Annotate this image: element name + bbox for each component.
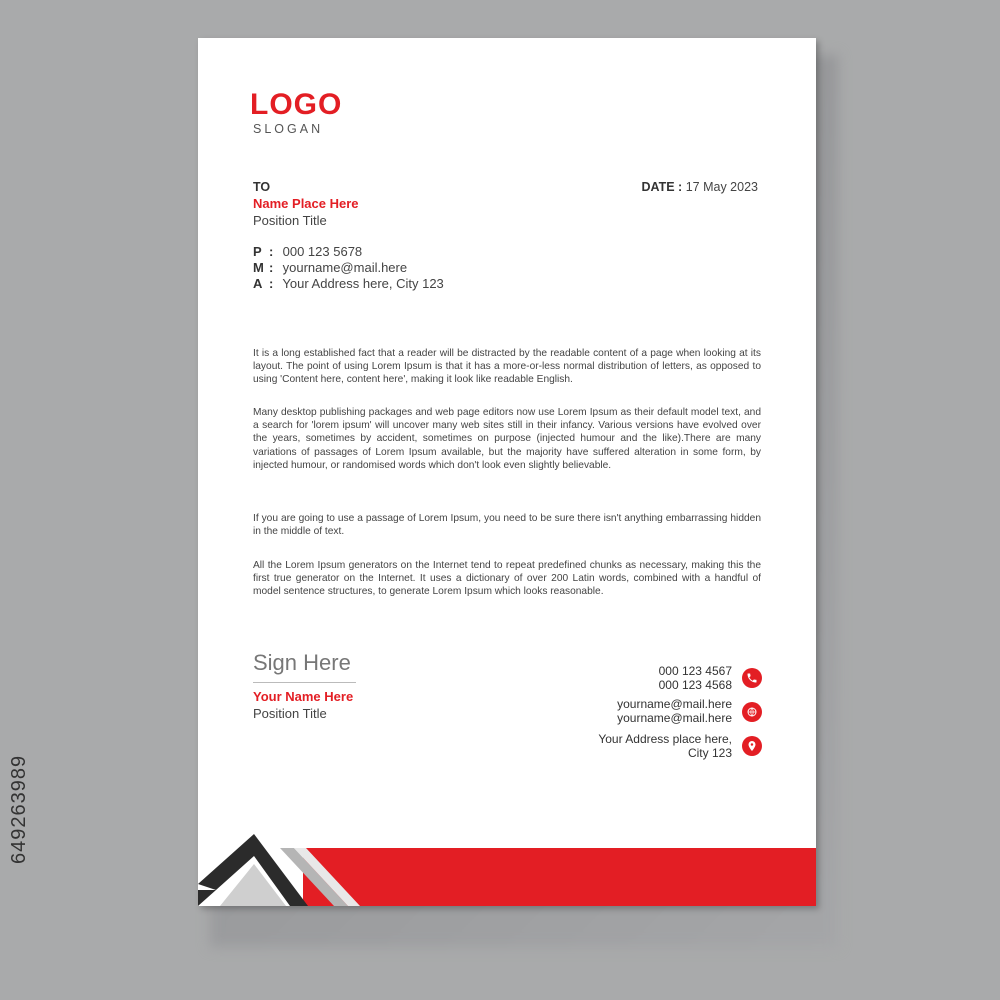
to-label: TO — [253, 180, 271, 194]
address-label: A — [253, 276, 263, 291]
address-value: Your Address here, City 123 — [282, 276, 444, 291]
body-paragraph-1: It is a long established fact that a reader will be distracted by the readable content of a page when looking at its layout. The point of using Lorem Ipsum is that it has a more-or-less normal distribution of letters, as opposed to using 'Content here, content here', making it look like readable English. — [253, 348, 761, 386]
footer-phone-2: 000 123 4568 — [658, 678, 732, 692]
recipient-address: A : Your Address here, City 123 — [253, 276, 444, 291]
letterhead-page — [198, 38, 816, 906]
logo: LOGO — [250, 88, 343, 121]
footer-address — [598, 732, 732, 760]
phone-icon — [742, 668, 762, 688]
date-line — [641, 180, 758, 194]
sign-here: Sign Here — [253, 650, 351, 675]
mail-label: M — [253, 260, 264, 275]
date-label: DATE : — [641, 180, 683, 194]
footer-mail-2: yourname@mail.here — [617, 711, 732, 725]
slogan: SLOGAN — [253, 122, 324, 136]
web-icon — [742, 702, 762, 722]
footer-phones — [659, 664, 732, 692]
footer-red-band — [303, 848, 816, 906]
footer-mails — [617, 697, 732, 725]
footer-address-2: City 123 — [687, 746, 732, 760]
signer-name: Your Name Here — [253, 689, 354, 704]
location-pin-icon — [742, 736, 762, 756]
phone-label: P — [253, 244, 262, 259]
date-value: 17 May 2023 — [685, 180, 758, 194]
mail-value: yourname@mail.here — [282, 260, 408, 275]
recipient-phone: P : 000 123 5678 — [253, 244, 363, 259]
recipient-name: Name Place Here — [253, 196, 359, 211]
body-paragraph-4: All the Lorem Ipsum generators on the Internet tend to repeat predefined chunks as necessary, making this the first true generator on the Internet. It uses a dictionary of over 200 Latin words, combined with a handful of model sentence structures, to generate Lorem Ipsum which looks reasonable. — [253, 560, 761, 598]
recipient-position: Position Title — [253, 213, 327, 228]
stock-id: 649263989 — [8, 754, 30, 864]
footer-phone-1: 000 123 4567 — [658, 664, 732, 678]
recipient-mail: M : yourname@mail.here — [253, 260, 408, 275]
phone-value: 000 123 5678 — [282, 244, 363, 259]
footer-mail-1: yourname@mail.here — [617, 697, 732, 711]
footer-address-1: Your Address place here, — [598, 732, 732, 746]
body-paragraph-2: Many desktop publishing packages and web page editors now use Lorem Ipsum as their default model text, and a search for 'lorem ipsum' will uncover many web sites still in their infancy. Various versions have evolved over the years, sometimes by accident, sometimes on purpose (injected humour and the like).There are many variations of passages of Lorem Ipsum available, but the majority have suffered alteration in some form, by injected humour, or randomised words which don't look even slightly believable. — [253, 407, 761, 471]
signature-line — [253, 682, 356, 683]
footer-chevron-shapes — [198, 828, 368, 906]
body-paragraph-3: If you are going to use a passage of Lorem Ipsum, you need to be sure there isn't anything embarrassing hidden in the middle of text. — [253, 513, 761, 538]
signer-position: Position Title — [253, 706, 327, 721]
